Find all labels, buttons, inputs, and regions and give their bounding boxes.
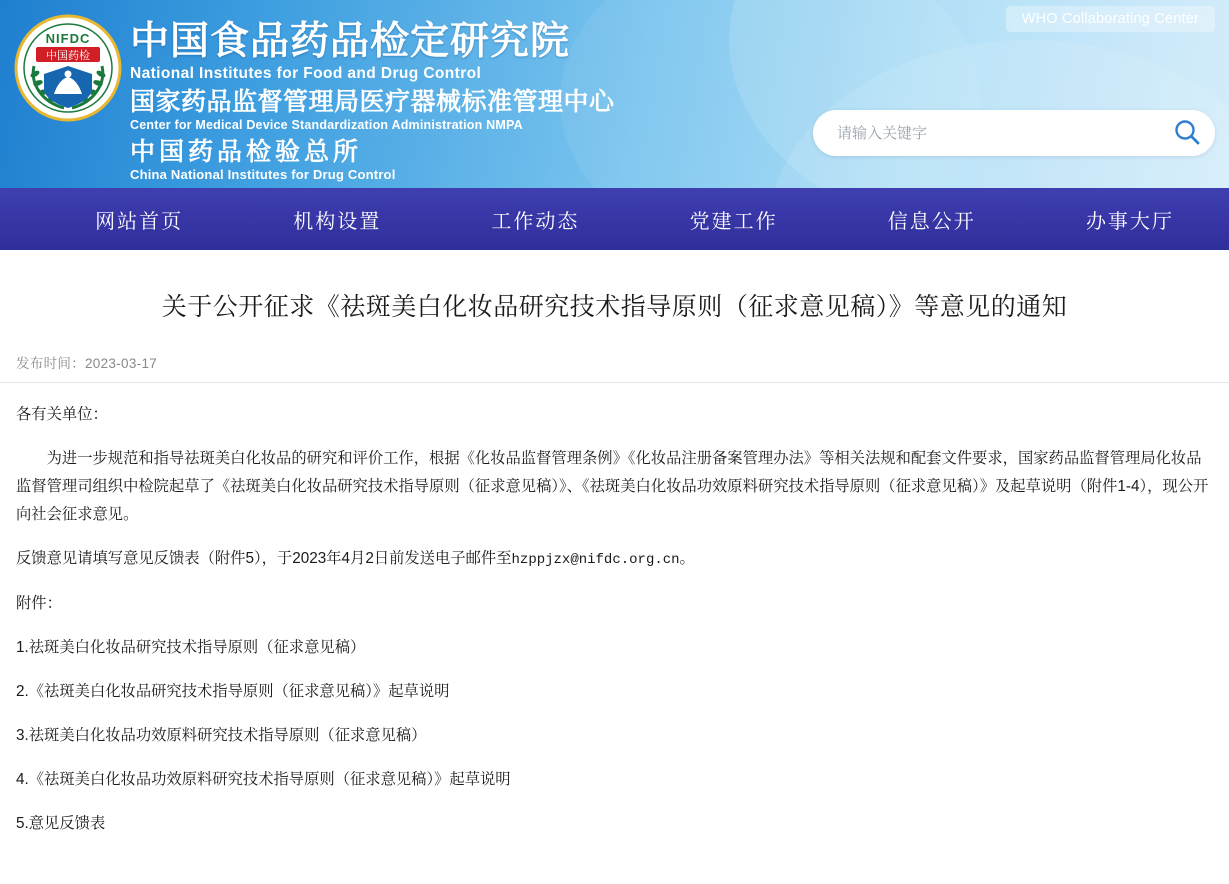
list-item[interactable]: 5.意见反馈表	[16, 815, 106, 832]
org-title-block	[130, 18, 615, 183]
list-item[interactable]: 1.祛斑美白化妆品研究技术指导原则（征求意见稿）	[16, 639, 366, 656]
article-meta	[0, 352, 1229, 383]
salutation: 各有关单位：	[16, 406, 108, 423]
list-item[interactable]: 4.《祛斑美白化妆品功效原料研究技术指导原则（征求意见稿）》起草说明	[16, 771, 511, 788]
org-name-en-primary: National Institutes for Food and Drug Control	[130, 65, 482, 82]
paragraph-2-pre: 反馈意见请填写意见反馈表（附件5），于2023年4月2日前发送电子邮件至	[16, 550, 512, 567]
list-item[interactable]: 2.《祛斑美白化妆品研究技术指导原则（征求意见稿）》起草说明	[16, 683, 450, 700]
svg-text:中国药检: 中国药检	[46, 49, 90, 62]
org-name-cn-secondary: 国家药品监督管理局医疗器械标准管理中心	[130, 87, 615, 116]
list-item[interactable]: 3.祛斑美白化妆品功效原料研究技术指导原则（征求意见稿）	[16, 727, 427, 744]
site-header	[0, 0, 1229, 188]
search-box[interactable]	[813, 110, 1215, 156]
org-name-cn-primary: 中国食品药品检定研究院	[130, 18, 571, 64]
nav-item-work-news[interactable]: 工作动态	[491, 210, 580, 233]
article-container	[0, 250, 1229, 838]
search-icon	[1172, 117, 1202, 150]
publish-date: 2023-03-17	[85, 356, 158, 371]
contact-email[interactable]: hzppjzx@nifdc.org.cn	[511, 552, 680, 568]
nav-item-organization[interactable]: 机构设置	[293, 210, 382, 233]
nav-item-information-disclosure[interactable]: 信息公开	[887, 210, 976, 233]
nifdc-logo[interactable]	[14, 14, 122, 122]
nav-item-home[interactable]: 网站首页	[95, 210, 184, 233]
who-collaborating-center-banner[interactable]: WHO Collaborating Center	[1006, 6, 1215, 32]
header-decoration-3	[560, 0, 980, 188]
attachments-label: 附件：	[16, 595, 62, 612]
article-body	[0, 383, 1229, 838]
main-navigation	[0, 188, 1229, 250]
search-input[interactable]	[813, 111, 1159, 155]
org-name-cn-tertiary: 中国药品检验总所	[130, 137, 363, 166]
page-title: 关于公开征求《祛斑美白化妆品研究技术指导原则（征求意见稿）》等意见的通知	[161, 293, 1068, 321]
svg-text:NIFDC: NIFDC	[45, 31, 91, 46]
paragraph-2	[16, 545, 1213, 574]
paragraph-1: 为进一步规范和指导祛斑美白化妆品的研究和评价工作，根据《化妆品监督管理条例》《化妆品注册备案管理办法》等相关法规和配套文件要求，国家药品监督管理局化妆品监督管理司组织中检院起草了《祛斑美白化妆品研究技术指导原则（征求意见稿）》、《祛斑美白化妆品功效原料研究技术指导原则（征求意见稿）》及起草说明（附件1-4），现公开向社会征求意见。	[16, 450, 1209, 523]
org-name-en-secondary: Center for Medical Device Standardization Administration NMPA	[130, 118, 523, 132]
search-button[interactable]	[1159, 110, 1215, 156]
nav-item-party-building[interactable]: 党建工作	[689, 210, 778, 233]
nav-item-service-hall[interactable]: 办事大厅	[1085, 210, 1174, 233]
paragraph-2-post: 。	[679, 550, 695, 567]
org-name-en-tertiary: China National Institutes for Drug Control	[130, 167, 396, 182]
publish-time-label: 发布时间：	[16, 356, 85, 371]
